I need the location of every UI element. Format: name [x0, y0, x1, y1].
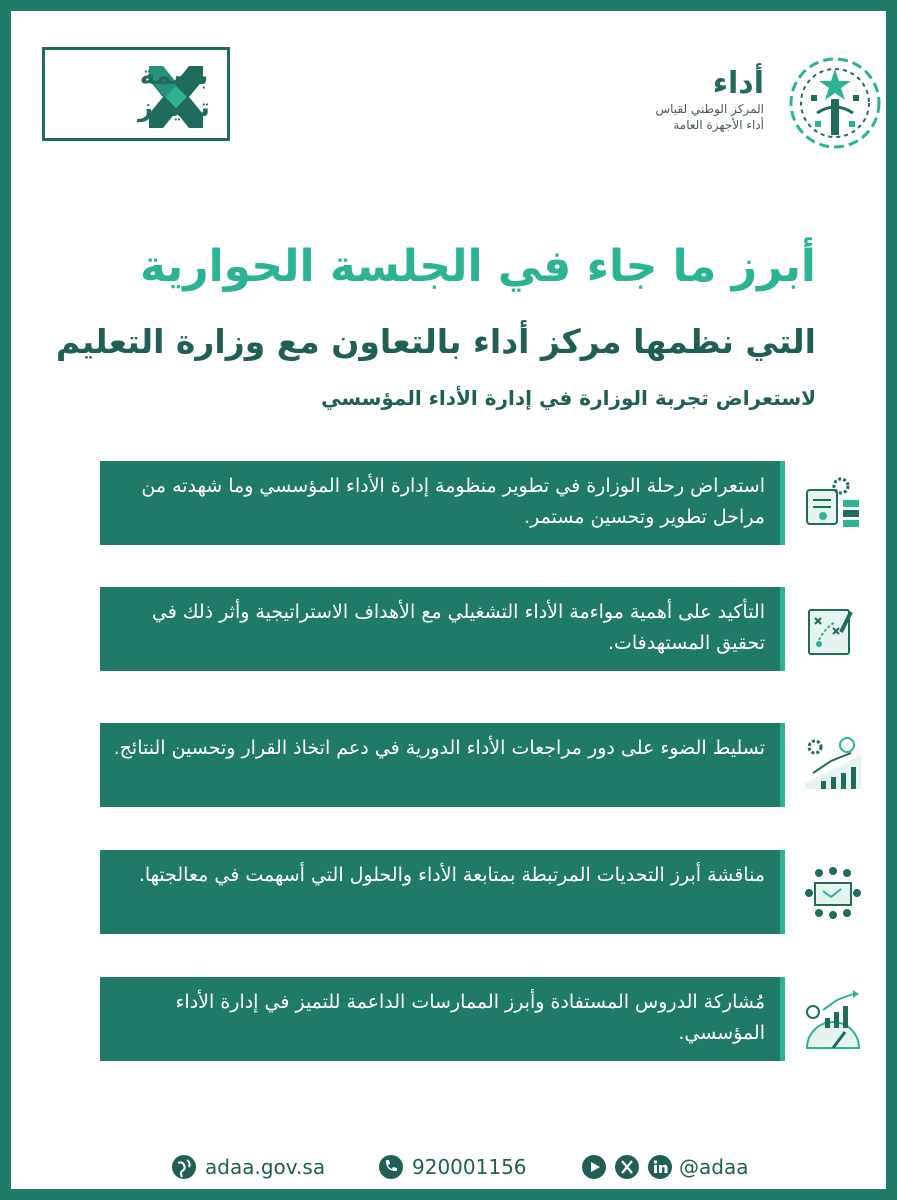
- globe-icon: [171, 1154, 197, 1180]
- phone-number[interactable]: 920001156: [412, 1155, 527, 1179]
- header: [11, 11, 897, 211]
- item-text: مُشاركة الدروس المستفادة وأبرز الممارسات الداعمة للتميز في إدارة الأداء المؤسسي.: [175, 991, 765, 1044]
- adaa-logo-text: [655, 67, 764, 133]
- social-handle[interactable]: @adaa: [679, 1155, 749, 1179]
- strategy-board-icon: [801, 598, 865, 662]
- item-accent-edge: [780, 587, 785, 671]
- item-text: تسليط الضوء على دور مراجعات الأداء الدورية في دعم اتخاذ القرار وتحسين النتائج.: [113, 737, 765, 759]
- item-accent-edge: [780, 850, 785, 934]
- logo-subtitle-2: أداء الأجهزة العامة: [673, 118, 764, 132]
- list-item: [100, 977, 781, 1061]
- item-text: مناقشة أبرز التحديات المرتبطة بمتابعة الأداء والحلول التي أسهمت في معالجتها.: [138, 864, 765, 886]
- page-tagline: لاستعراض تجربة الوزارة في إدارة الأداء المؤسسي: [321, 386, 816, 410]
- logo-name: أداء: [712, 66, 764, 101]
- logo-subtitle-1: المركز الوطني لقياس: [655, 102, 764, 116]
- badge-line-1: بصمة: [139, 61, 209, 91]
- item-text: التأكيد على أهمية مواءمة الأداء التشغيلي مع الأهداف الاستراتيجية وأثر ذلك في تحقيق المستهدفات.: [151, 601, 765, 654]
- badge-text: [131, 60, 217, 124]
- youtube-icon[interactable]: [581, 1154, 607, 1180]
- process-gear-icon: [801, 472, 865, 536]
- footer: [11, 1146, 897, 1186]
- x-twitter-icon[interactable]: [614, 1154, 640, 1180]
- page-title: أبرز ما جاء في الجلسة الحوارية: [140, 241, 816, 292]
- badge-line-2: تميــز: [138, 93, 210, 123]
- excellence-badge: [42, 47, 230, 141]
- team-discussion-icon: [801, 861, 865, 925]
- item-text: استعراض رحلة الوزارة في تطوير منظومة إدارة الأداء المؤسسي وما شهدته من مراحل تطوير وتحسين مستمر.: [141, 475, 765, 528]
- list-item: [100, 461, 781, 545]
- page-subtitle: التي نظمها مركز أداء بالتعاون مع وزارة التعليم: [55, 322, 816, 361]
- item-accent-edge: [780, 461, 785, 545]
- list-item: [100, 850, 781, 934]
- growth-chart-icon: [801, 733, 865, 797]
- performance-gauge-icon: [801, 988, 865, 1052]
- list-item: [100, 587, 781, 671]
- item-accent-edge: [780, 723, 785, 807]
- linkedin-icon[interactable]: [647, 1154, 673, 1180]
- website-link[interactable]: adaa.gov.sa: [205, 1155, 326, 1179]
- list-item: [100, 723, 781, 807]
- item-accent-edge: [780, 977, 785, 1061]
- adaa-emblem-icon: [787, 55, 883, 151]
- phone-icon: [378, 1154, 404, 1180]
